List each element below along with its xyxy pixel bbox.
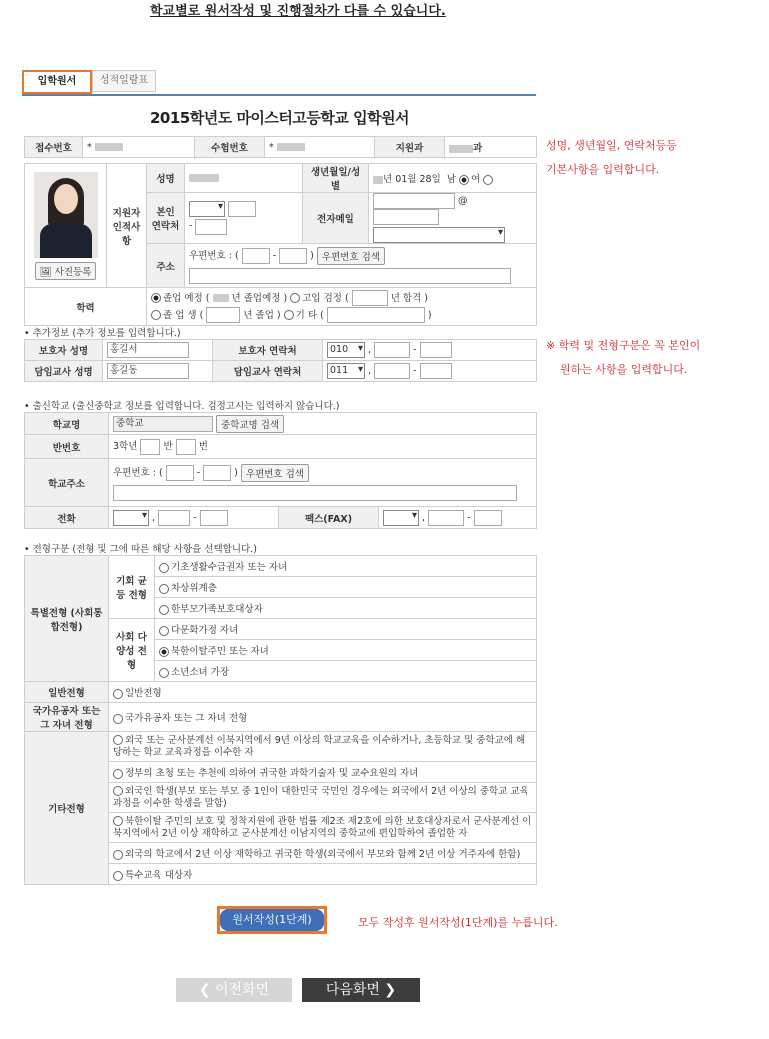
photo-register-button[interactable]: 🖼 사진등록 xyxy=(35,262,97,280)
class-input[interactable] xyxy=(140,439,160,455)
edu-graduate-radio[interactable] xyxy=(151,310,161,320)
exam-no-label: 수험번호 xyxy=(195,137,265,158)
edu-other-radio[interactable] xyxy=(284,310,294,320)
tab-bar xyxy=(22,70,536,96)
guardian-phone-last[interactable] xyxy=(420,342,452,358)
contact-prefix-select[interactable] xyxy=(189,201,225,217)
note-basic-line2: 기본사항을 입력합니다. xyxy=(546,163,660,176)
school-address-cell: 우편번호 : ( - ) 우편번호 검색 xyxy=(109,459,537,507)
other-opt-2[interactable]: 정부의 초청 또는 추천에 의하여 귀국한 과학기술자 및 교수요원의 자녀 xyxy=(109,762,537,783)
email-value: @ ▾ xyxy=(369,193,537,244)
school-name-label: 학교명 xyxy=(25,413,109,435)
equal-opportunity-label: 기회 균등 전형 xyxy=(109,556,155,619)
edu-ged-radio[interactable] xyxy=(290,293,300,303)
birth-gender-value: 년 01월 28일 남 여 xyxy=(369,164,537,193)
edu-graduating-radio[interactable] xyxy=(151,293,161,303)
address-label: 주소 xyxy=(147,244,185,288)
email-id-input[interactable] xyxy=(373,193,455,209)
note-basic xyxy=(546,134,677,182)
note-extra xyxy=(546,334,700,382)
school-search-button[interactable]: 중학교명 검색 xyxy=(216,415,284,433)
birth-gender-label: 생년월일/성별 xyxy=(303,164,369,193)
applicant-photo xyxy=(34,172,98,258)
general-opt[interactable]: 일반전형 xyxy=(109,682,537,703)
school-phone-cell: ▾ , - xyxy=(109,507,279,529)
applicant-group-label: 지원자 인적사항 xyxy=(107,164,147,288)
other-opt-6[interactable]: 특수교육 대상자 xyxy=(109,864,537,885)
school-postcode-2[interactable] xyxy=(203,465,231,481)
teacher-phone-last[interactable] xyxy=(420,363,452,379)
note-extra-line1: ※ 학력 및 전형구분은 꼭 본인이 xyxy=(546,339,701,352)
school-postcode-search-button[interactable]: 우편번호 검색 xyxy=(241,464,309,482)
contact-mid-input[interactable] xyxy=(228,201,256,217)
teacher-name-cell xyxy=(103,361,213,382)
admission-title: • 전형구분 (전형 및 그에 따른 해당 사항을 선택합니다.) xyxy=(24,544,257,555)
photo-cell xyxy=(25,164,107,288)
teacher-phone-prefix[interactable]: 011 ▾ xyxy=(327,363,365,379)
contact-last-input[interactable] xyxy=(195,219,227,235)
school-fax-cell: ▾ , - xyxy=(379,507,537,529)
other-opt-1[interactable]: 외국 또는 군사분계선 이북지역에서 9년 이상의 학교교육을 이수하거나, 초등학교 및 중학교에 해당하는 학교 교육과정을 이수한 자 xyxy=(109,732,537,762)
diversity-opt-3[interactable]: 소년소녀 가장 xyxy=(155,661,537,682)
other-opt-5[interactable]: 외국의 학교에서 2년 이상 재학하고 귀국한 학생(외국에서 부모와 함께 2년 이상 거주자에 한함) xyxy=(109,843,537,864)
other-opt-4[interactable]: 북한이탈 주민의 보호 및 정착지원에 관한 법률 제2조 제2호에 의한 보호대상자로서 군사분계선 이북지역에서 2년 이상 재학하고 군사분계선 이남지역의 중학교에 편입학하여 졸업한 자 xyxy=(109,813,537,843)
form-title: 2015학년도 마이스터고등학교 입학원서 xyxy=(150,109,410,127)
school-info-table xyxy=(24,412,537,529)
guardian-phone-label: 보호자 연락처 xyxy=(213,340,323,361)
equal-opt-2[interactable]: 차상위계층 xyxy=(155,577,537,598)
email-domain-select[interactable] xyxy=(373,227,505,243)
contact-label: 본인 연락처 xyxy=(147,193,185,244)
email-domain-input[interactable] xyxy=(373,209,439,225)
submit-step1-button[interactable]: 원서작성(1단계) xyxy=(220,909,324,931)
extra-info-title: • 추가정보 (추가 정보를 입력합니다.) xyxy=(24,328,181,339)
note-basic-line1: 성명, 생년월일, 연락처등등 xyxy=(546,139,677,152)
receipt-no-value: * xyxy=(83,137,195,158)
school-phone-mid[interactable] xyxy=(158,510,190,526)
class-no-label: 반번호 xyxy=(25,435,109,459)
applicant-table xyxy=(24,163,537,326)
number-input[interactable] xyxy=(176,439,196,455)
school-dept-label: 지원과 xyxy=(375,137,445,158)
edu-ged-year[interactable] xyxy=(352,290,388,306)
receipt-no-label: 접수번호 xyxy=(25,137,83,158)
tab-application[interactable]: 입학원서 xyxy=(22,70,92,94)
school-fax-last[interactable] xyxy=(474,510,502,526)
exam-no-value: * xyxy=(265,137,375,158)
education-label: 학력 xyxy=(25,288,147,326)
address-input[interactable] xyxy=(189,268,511,284)
guardian-phone-cell: 010 ▾ , - xyxy=(323,340,537,361)
school-phone-last[interactable] xyxy=(200,510,228,526)
school-info-title: • 출신학교 (출신중학교 정보를 입력합니다. 검정고시는 입력하지 않습니다.) xyxy=(24,401,340,412)
school-address-input[interactable] xyxy=(113,485,517,501)
prev-screen-button[interactable]: ❮ 이전화면 xyxy=(176,978,292,1002)
school-phone-label: 전화 xyxy=(25,507,109,529)
email-label: 전자메일 xyxy=(303,193,369,244)
extra-info-table xyxy=(24,339,537,382)
school-name-cell xyxy=(109,413,537,435)
page-heading: 학교별로 원서작성 및 진행절차가 다를 수 있습니다. xyxy=(150,4,446,19)
equal-opt-3[interactable]: 한부모가족보호대상자 xyxy=(155,598,537,619)
school-postcode-1[interactable] xyxy=(166,465,194,481)
postcode-input-1[interactable] xyxy=(242,248,270,264)
next-screen-button[interactable]: 다음화면 ❯ xyxy=(302,978,420,1002)
class-no-cell: 3학년 반 번 xyxy=(109,435,537,459)
veteran-opt[interactable]: 국가유공자 또는 그 자녀 전형 xyxy=(109,703,537,732)
school-fax-label: 팩스(FAX) xyxy=(279,507,379,529)
contact-value: ▾ - xyxy=(185,193,303,244)
edu-graduate-year[interactable] xyxy=(206,307,240,323)
teacher-phone-label: 담임교사 연락처 xyxy=(213,361,323,382)
postcode-input-2[interactable] xyxy=(279,248,307,264)
other-admission-label: 기타전형 xyxy=(25,732,109,885)
equal-opt-1[interactable]: 기초생활수급권자 또는 자녀 xyxy=(155,556,537,577)
education-options: 졸업 예정 ( 년 졸업예정 ) 고입 검정 ( 년 합격 ) 졸 업 생 ( 년 졸업 ) 기 타 ( ) xyxy=(147,288,537,326)
chevron-left-icon: ❮ xyxy=(198,982,216,998)
gender-male-radio[interactable] xyxy=(459,175,469,185)
school-address-label: 학교주소 xyxy=(25,459,109,507)
school-phone-prefix[interactable] xyxy=(113,510,149,526)
school-name-input[interactable]: 중학교 xyxy=(113,416,213,432)
veteran-admission-label: 국가유공자 또는 그 자녀 전형 xyxy=(25,703,109,732)
guardian-phone-mid[interactable] xyxy=(374,342,410,358)
school-dept-value: 과 xyxy=(445,137,537,158)
teacher-name-input[interactable]: 홍길동 xyxy=(107,363,189,379)
guardian-name-label: 보호자 성명 xyxy=(25,340,103,361)
guardian-phone-prefix[interactable]: 010 ▾ xyxy=(327,342,365,358)
teacher-phone-cell: 011 ▾ , - xyxy=(323,361,537,382)
gender-female-radio[interactable] xyxy=(483,175,493,185)
submit-button-frame xyxy=(217,906,327,934)
diversity-label: 사회 다양성 전형 xyxy=(109,619,155,682)
tab-grade-sheet[interactable]: 성적일람표 xyxy=(92,70,156,92)
receipt-table xyxy=(24,136,537,158)
special-admission-label: 특별전형 (사회통합전형) xyxy=(25,556,109,682)
admission-table xyxy=(24,555,537,885)
other-opt-3[interactable]: 외국인 학생(부모 또는 부모 중 1인이 대한민국 국민인 경우에는 외국에서 2년 이상의 중학교 교육과정을 이수한 학생을 말함) xyxy=(109,783,537,813)
diversity-opt-2[interactable]: 북한이탈주민 또는 자녀 xyxy=(155,640,537,661)
school-fax-mid[interactable] xyxy=(428,510,464,526)
teacher-name-label: 담임교사 성명 xyxy=(25,361,103,382)
address-value: 우편번호 : ( - ) 우편번호 검색 xyxy=(185,244,537,288)
guardian-name-input[interactable]: 홍길서 xyxy=(107,342,189,358)
note-submit: 모두 작성후 원서작성(1단계)를 누릅니다. xyxy=(358,916,558,929)
teacher-phone-mid[interactable] xyxy=(374,363,410,379)
name-value xyxy=(185,164,303,193)
school-fax-prefix[interactable] xyxy=(383,510,419,526)
edu-other-input[interactable] xyxy=(327,307,425,323)
note-extra-line2: 원하는 사항을 입력합니다. xyxy=(560,363,688,376)
diversity-opt-1[interactable]: 다문화가정 자녀 xyxy=(155,619,537,640)
chevron-right-icon: ❯ xyxy=(379,982,397,998)
guardian-name-cell xyxy=(103,340,213,361)
general-admission-label: 일반전형 xyxy=(25,682,109,703)
postcode-search-button[interactable]: 우편번호 검색 xyxy=(317,247,385,265)
name-label: 성명 xyxy=(147,164,185,193)
